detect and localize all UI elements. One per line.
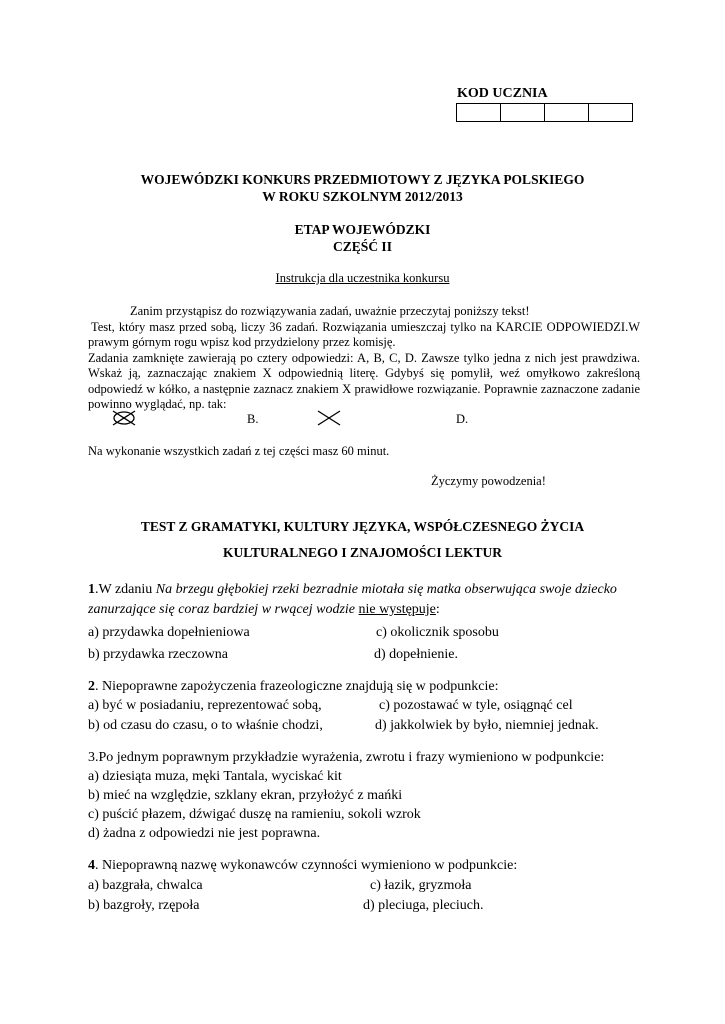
question-4-option-d[interactable]: d) pleciuga, pleciuch. (363, 898, 484, 913)
part-title: CZĘŚĆ II (333, 239, 392, 254)
question-1-underlined: nie występuje (358, 602, 436, 617)
question-4-option-b[interactable]: b) bazgroły, rzępoła (88, 898, 200, 913)
question-1-prefix: .W zdaniu (95, 582, 156, 597)
question-4-number: 4 (88, 858, 95, 873)
question-3-option-d[interactable]: d) żadna z odpowiedzi nie jest poprawna. (88, 826, 321, 841)
question-4-option-c[interactable]: c) łazik, gryzmoła (370, 878, 472, 893)
question-4 (88, 856, 517, 876)
question-2-option-b[interactable]: b) od czasu do czasu, o to właśnie chodzi, (88, 718, 323, 733)
question-1-option-a[interactable]: a) przydawka dopełnieniowa (88, 625, 250, 640)
question-2-option-d[interactable]: d) jakkolwiek by było, niemniej jednak. (375, 718, 599, 733)
question-3-option-a[interactable]: a) dziesiąta muza, męki Tantala, wyciskać kit (88, 769, 342, 784)
marking-example (88, 412, 640, 428)
question-1-suffix: : (435, 602, 440, 617)
example-option-b: B. (247, 412, 259, 426)
question-1-option-d[interactable]: d) dopełnienie. (374, 647, 458, 662)
student-code-cell[interactable] (457, 104, 501, 121)
good-luck: Życzymy powodzenia! (431, 474, 546, 488)
test-title-line2: KULTURALNEGO I ZNAJOMOŚCI LEKTUR (223, 545, 502, 560)
time-limit: Na wykonanie wszystkich zadań z tej części masz 60 minut. (88, 444, 390, 458)
x-mark-icon (316, 410, 342, 430)
instructions-block (88, 304, 640, 413)
question-3-option-b[interactable]: b) mieć na względzie, szklany ekran, przyłożyć z mańki (88, 788, 403, 803)
question-1-number: 1 (88, 582, 95, 597)
question-1-option-c[interactable]: c) okolicznik sposobu (376, 625, 499, 640)
student-code-cell[interactable] (589, 104, 632, 121)
circled-x-mark-icon (111, 410, 137, 430)
school-year: W ROKU SZKOLNYM 2012/2013 (262, 189, 463, 204)
instructions-answer-rules: Zadania zamknięte zawierają po cztery odpowiedzi: A, B, C, D. Zawsze tylko jedna z nich jest prawdziwa. Wskaż ją, zaznaczając znakiem X odpowiednią literę. Gdybyś się pomylił, weź omyłkowo zakreśloną odpowiedź w kółko, a następnie zaznacz znakiem X prawidłowe rozwiązanie. Poprawnie zaznaczone zadanie powinno wyglądać, np. tak: (88, 350, 640, 411)
example-option-d: D. (456, 412, 469, 426)
question-2-option-c[interactable]: c) pozostawać w tyle, osiągnąć cel (379, 698, 573, 713)
question-4-text: . Niepoprawną nazwę wykonawców czynności wymieniono w podpunkcie: (95, 858, 518, 873)
question-1-sentence: Na brzegu głębokiej rzeki bezradnie miotała się matka obserwująca swoje dziecko zanurzające się coraz bardziej w rwącej wodzie (88, 582, 617, 617)
question-1 (88, 580, 648, 620)
question-2-option-a[interactable]: a) być w posiadaniu, reprezentować sobą, (88, 698, 322, 713)
competition-title: WOJEWÓDZKI KONKURS PRZEDMIOTOWY Z JĘZYKA POLSKIEGO (140, 172, 585, 187)
instructions-test-info: Test, który masz przed sobą, liczy 36 zadań. Rozwiązania umieszczaj tylko na KARCIE ODPOWIEDZI.W prawym górnym rogu wpisz kod przydzielony przez komisję. (88, 319, 640, 349)
instructions-intro: Zanim przystąpisz do rozwiązywania zadań, uważnie przeczytaj poniższy tekst! (130, 304, 530, 318)
student-code-boxes[interactable] (456, 103, 633, 122)
question-4-option-a[interactable]: a) bazgrała, chwalca (88, 878, 203, 893)
question-3: 3.Po jednym poprawnym przykładzie wyrażenia, zwrotu i frazy wymieniono w podpunkcie: (88, 750, 605, 765)
stage-title: ETAP WOJEWÓDZKI (294, 222, 431, 237)
instructions-heading: Instrukcja dla uczestnika konkursu (275, 271, 450, 285)
test-title-line1: TEST Z GRAMATYKI, KULTURY JĘZYKA, WSPÓŁCZESNEGO ŻYCIA (140, 519, 585, 534)
question-2-text: . Niepoprawne zapożyczenia frazeologiczne znajdują się w podpunkcie: (95, 679, 499, 694)
question-2 (88, 677, 498, 697)
question-2-number: 2 (88, 679, 95, 694)
student-code-cell[interactable] (501, 104, 545, 121)
question-1-option-b[interactable]: b) przydawka rzeczowna (88, 647, 228, 662)
question-3-option-c[interactable]: c) puścić płazem, dźwigać duszę na ramieniu, sokoli wzrok (88, 807, 421, 822)
student-code-label: KOD UCZNIA (457, 86, 548, 101)
student-code-cell[interactable] (545, 104, 589, 121)
